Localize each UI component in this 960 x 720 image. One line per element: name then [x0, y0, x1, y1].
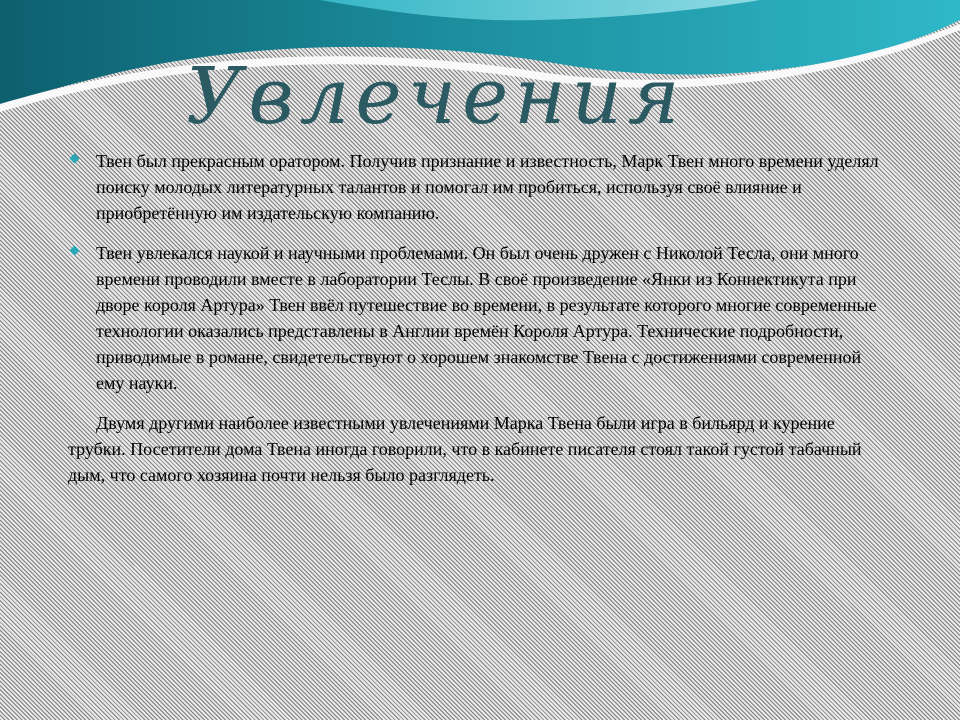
bullet-text: Твен был прекрасным оратором. Получив признание и известность, Марк Твен много времени уделял поиску молодых литературных талантов и помогал им пробиться, используя своё влияние и приобретённую им издательскую компанию. — [96, 151, 879, 223]
bullet-item — [68, 240, 888, 396]
slide-content — [68, 148, 888, 488]
bullet-text: Твен увлекался наукой и научными проблемами. Он был очень дружен с Николой Тесла, они много времени проводили вместе в лаборатории Теслы. В своё произведение «Янки из Коннектикута при дворе короля Артура» Твен ввёл путешествие во времени, в результате которого многие современные технологии оказались представлены в Англии времён Короля Артура. Технические подробности, приводимые в романе, свидетельствуют о хорошем знакомстве Твена с достижениями современной ему науки. — [96, 243, 877, 393]
bullet-item — [68, 148, 888, 226]
body-paragraph: Двумя другими наиболее известными увлечениями Марка Твена были игра в бильярд и курение трубки. Посетители дома Твена иногда говорили, что в кабинете писателя стоял такой густой табачный дым, что самого хозяина почти нельзя было разглядеть. — [68, 413, 862, 485]
slide-title: Увлечения — [186, 52, 686, 142]
